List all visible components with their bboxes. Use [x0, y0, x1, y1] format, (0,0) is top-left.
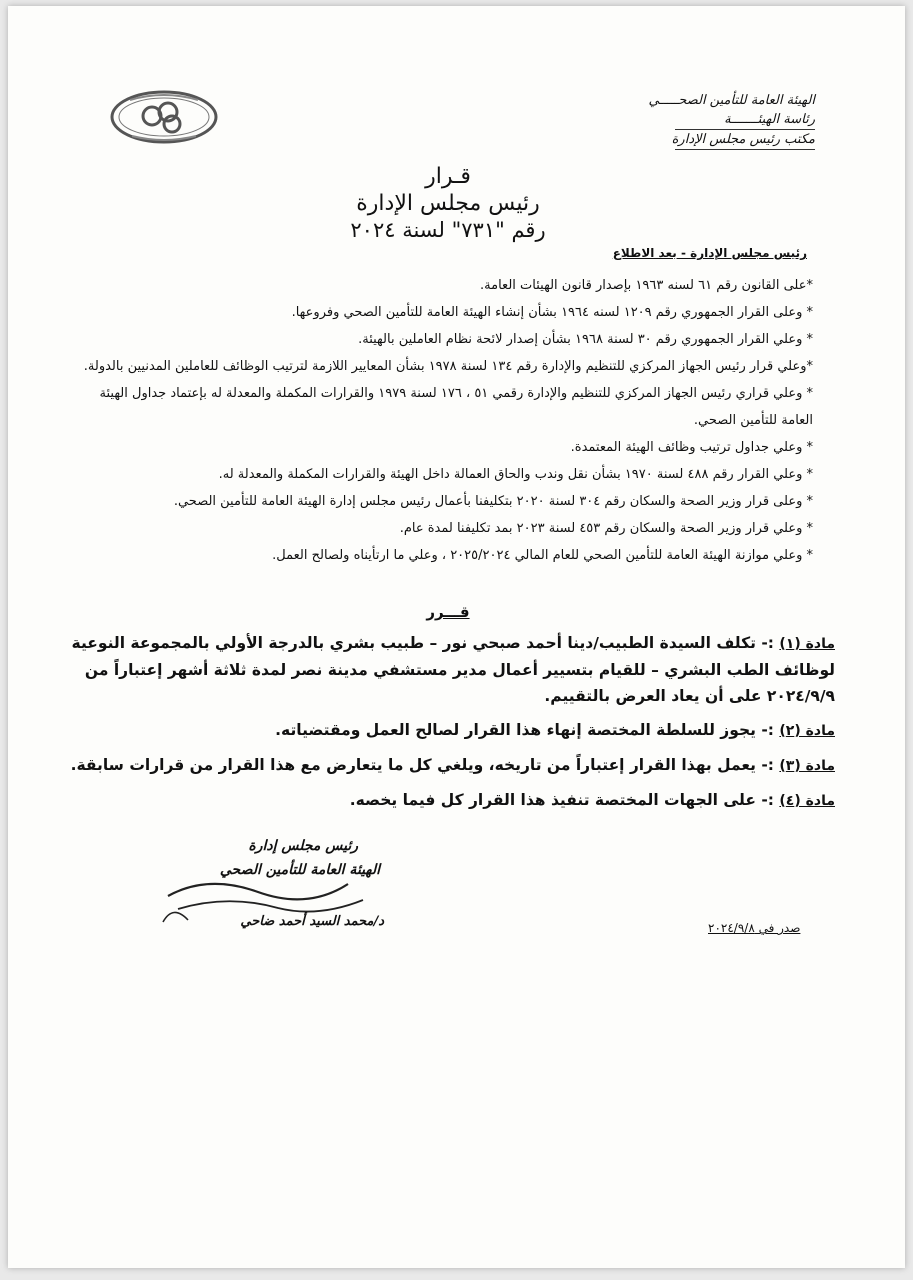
article-text: يعمل بهذا القرار إعتباراً من تاريخه، ويلغي كل ما يتعارض مع هذا القرار من قرارات سابقة.: [70, 756, 756, 774]
signatory-org: الهيئة العامة للتأمين الصحي: [219, 862, 380, 878]
org-name: الهيئة العامة للتأمين الصحـــــي: [648, 93, 815, 108]
recital-item: * وعلي موازنة الهيئة العامة للتأمين الصحي للعام المالي ٢٠٢٥/٢٠٢٤ ، وعلي ما ارتأيناه ولصالح العمل.: [272, 548, 813, 563]
office-line: مكتب رئيس مجلس الإدارة: [671, 132, 815, 147]
article-text: يجوز للسلطة المختصة إنهاء هذا القرار لصالح العمل ومقتضياته.: [275, 721, 756, 739]
article: مادة (٢) :- يجوز للسلطة المختصة إنهاء هذا القرار لصالح العمل ومقتضياته.: [275, 721, 835, 739]
issuer-title: رئيس مجلس الإدارة: [356, 191, 540, 216]
signatory-name: د/محمد السيد أحمد ضاحي: [240, 914, 384, 929]
recital-item: *وعلي قرار رئيس الجهاز المركزي للتنظيم والإدارة رقم ١٣٤ لسنة ١٩٧٨ بشأن المعايير اللازمة لترتيب الوظائف للعاملين المدنيين بالدولة.: [83, 359, 813, 374]
letterhead: [575, 91, 815, 150]
articles-list: [65, 630, 835, 822]
recital-item: * وعلي قراري رئيس الجهاز المركزي للتنظيم والإدارة رقمي ٥١ ، ١٧٦ لسنة ١٩٧٩ والقرارات المكملة والمعدلة له بإعتماد جداول الهيئة العامة للتأمين الصحي.: [99, 386, 813, 428]
article-text: تكلف السيدة الطبيب/دينا أحمد صبحي نور – طبيب بشري بالدرجة الأولي بالمجموعة النوعية لوظائف الطب البشري – للقيام بتسيير أعمال مدير مستشفي مدينة نصر لمدة ثلاثة أشهر إعتباراً من ٢٠٢٤/٩/٩ على أن يعاد العرض بالتقييم.: [71, 634, 835, 705]
signatory-title: رئيس مجلس إدارة: [248, 838, 358, 854]
signature-block: [148, 834, 388, 944]
article-label: مادة (٤): [779, 793, 835, 809]
recital-item: * وعلي القرار رقم ٤٨٨ لسنة ١٩٧٠ بشأن نقل وندب والحاق العمالة داخل الهيئة والقرارات المكملة والمعدلة له.: [218, 467, 813, 482]
decree-number: رقم "٧٣١" لسنة ٢٠٢٤: [350, 218, 546, 242]
article-label: مادة (١): [779, 636, 835, 652]
preamble: رئيس مجلس الإدارة - بعد الاطلاع: [612, 246, 807, 260]
article-label: مادة (٣): [779, 758, 835, 774]
decided-heading: قـــرر: [426, 603, 470, 621]
decree-title: [308, 164, 588, 242]
article: مادة (٣) :- يعمل بهذا القرار إعتباراً من تاريخه، ويلغي كل ما يتعارض مع هذا القرار من قرارات سابقة.: [70, 756, 835, 774]
recital-item: * وعلي جداول ترتيب وظائف الهيئة المعتمدة.: [570, 440, 813, 455]
recital-item: * وعلي القرار الجمهوري رقم ٣٠ لسنة ١٩٦٨ بشأن إصدار لائحة نظام العاملين بالهيئة.: [358, 332, 813, 347]
article-label: مادة (٢): [779, 723, 835, 739]
recitals-list: [83, 272, 813, 569]
recital-item: * وعلي قرار وزير الصحة والسكان رقم ٤٥٣ لسنة ٢٠٢٣ بمد تكليفنا لمدة عام.: [399, 521, 813, 536]
article-text: على الجهات المختصة تنفيذ هذا القرار كل فيما يخصه.: [349, 791, 756, 809]
letterhead-divider: [675, 149, 815, 150]
presidency-line: رئاسة الهيئـــــــة: [724, 112, 815, 127]
recital-item: * وعلى قرار وزير الصحة والسكان رقم ٣٠٤ لسنة ٢٠٢٠ بتكليفنا بأعمال رئيس مجلس إدارة الهيئة العامة للتأمين الصحي.: [173, 494, 813, 509]
article: مادة (١) :- تكلف السيدة الطبيب/دينا أحمد صبحي نور – طبيب بشري بالدرجة الأولي بالمجموعة النوعية لوظائف الطب البشري – للقيام بتسيير أعمال مدير مستشفي مدينة نصر لمدة ثلاثة أشهر إعتباراً من ٢٠٢٤/٩/٩ على أن يعاد العرض بالتقييم.: [71, 634, 835, 705]
article: مادة (٤) :- على الجهات المختصة تنفيذ هذا القرار كل فيما يخصه.: [349, 791, 835, 809]
decree-heading: قـرار: [425, 164, 471, 189]
issue-date: صدر في ٢٠٢٤/٩/٨: [708, 921, 801, 935]
recital-item: *على القانون رقم ٦١ لسنه ١٩٦٣ بإصدار قانون الهيئات العامة.: [480, 278, 813, 293]
recital-item: * وعلى القرار الجمهوري رقم ١٢٠٩ لسنه ١٩٦٤ بشأن إنشاء الهيئة العامة للتأمين الصحي وفروعها.: [291, 305, 813, 320]
authority-seal-logo: [110, 90, 218, 144]
decree-page: [8, 6, 905, 1268]
